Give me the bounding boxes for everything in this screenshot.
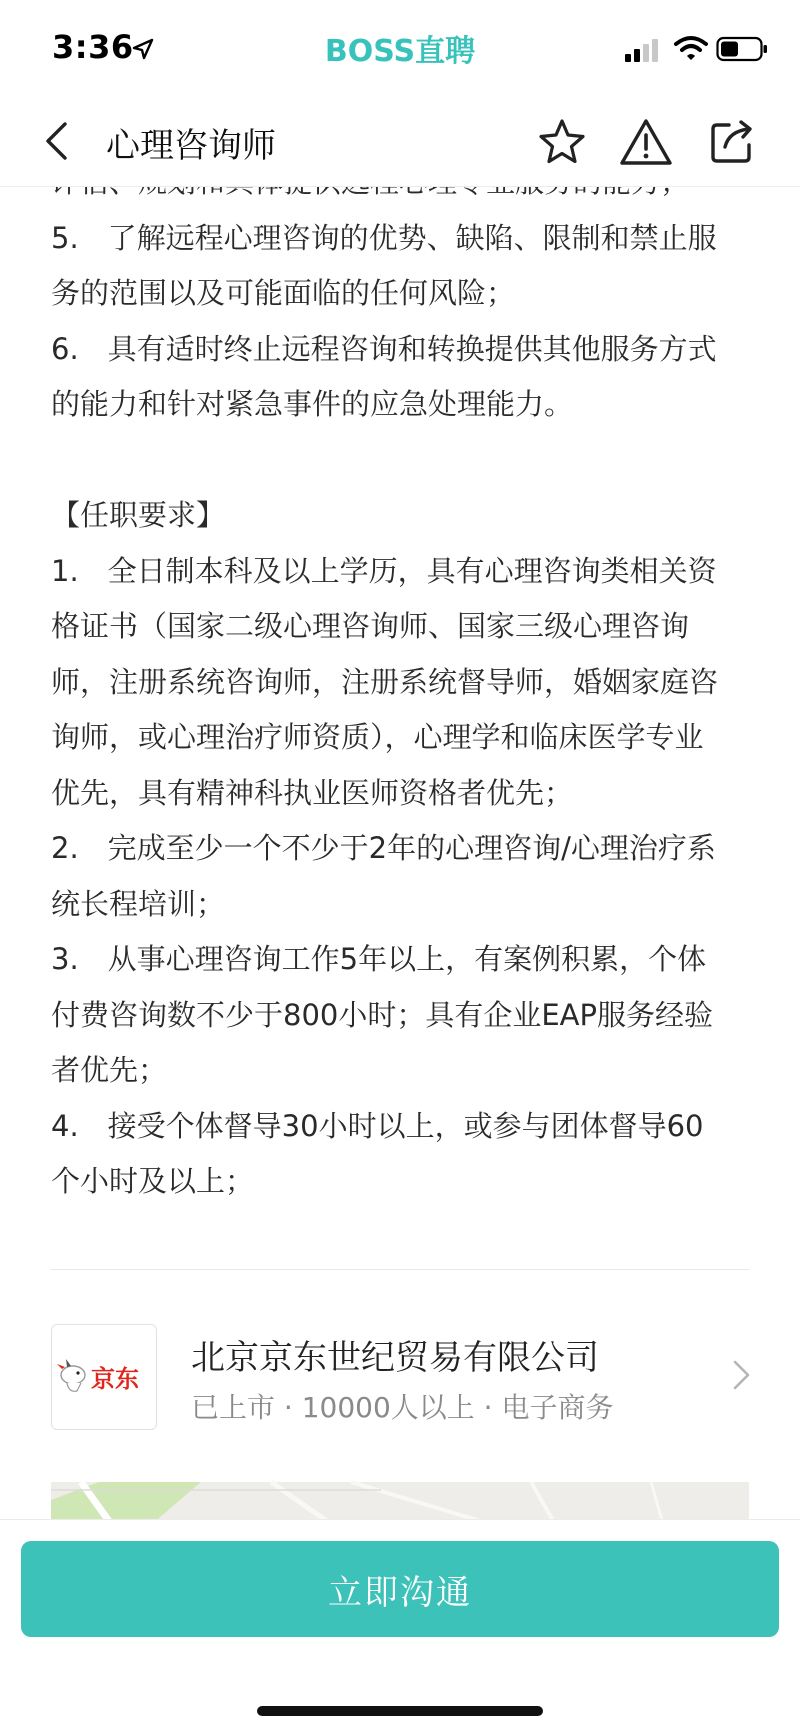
favorite-button[interactable] — [534, 114, 590, 170]
back-button[interactable] — [34, 116, 78, 166]
company-logo — [51, 1324, 157, 1430]
description-line: 统长程培训； — [51, 886, 226, 921]
job-detail-content[interactable] — [0, 187, 800, 1519]
description-line: 1. 全日制本科及以上学历，具有心理咨询类相关资 — [51, 553, 717, 588]
logo-text: 京东 — [91, 1365, 139, 1393]
status-time: 3:36 — [52, 28, 134, 66]
description-line: 优先，具有精神科执业医师资格者优先； — [51, 775, 574, 810]
description-line: 3. 从事心理咨询工作5年以上，有案例积累，个体 — [51, 942, 707, 976]
battery-icon — [716, 36, 768, 62]
bottom-action-bar — [0, 1519, 800, 1734]
section-divider — [51, 1269, 749, 1270]
description-line: 者优先； — [51, 1053, 168, 1087]
description-line: 付费咨询数不少于800小时；具有企业EAP服务经验 — [51, 997, 714, 1032]
page-title: 心理咨询师 — [106, 126, 276, 166]
company-card[interactable] — [51, 1324, 749, 1434]
wifi-icon — [673, 34, 709, 62]
chevron-right-icon — [731, 1358, 753, 1392]
chat-now-button[interactable]: 立即沟通 — [21, 1541, 779, 1637]
description-line: 务的范围以及可能面临的任何风险； — [51, 276, 516, 310]
nav-bar — [0, 100, 800, 187]
status-bar — [0, 0, 800, 100]
star-icon — [537, 117, 587, 167]
description-line: 6. 具有适时终止远程咨询和转换提供其他服务方式 — [51, 331, 717, 366]
description-line: 格证书（国家二级心理咨询师、国家三级心理咨询 — [51, 609, 690, 643]
app-name: BOSS直聘 — [324, 34, 476, 69]
jd-logo — [55, 1347, 153, 1407]
company-name: 北京京东世纪贸易有限公司 — [191, 1338, 599, 1378]
home-indicator — [257, 1706, 543, 1716]
description-line: 5. 了解远程心理咨询的优势、缺陷、限制和禁止服 — [51, 220, 717, 255]
description-line: 4. 接受个体督导30小时以上，或参与团体督导60 — [51, 1108, 704, 1143]
share-button[interactable] — [704, 114, 760, 170]
description-line: 的能力和针对紧急事件的应急处理能力。 — [51, 387, 574, 421]
company-meta: 已上市 · 10000人以上 · 电子商务 — [191, 1391, 614, 1424]
signal-icon — [623, 38, 663, 62]
warning-icon — [619, 117, 673, 167]
description-line: 师，注册系统咨询师，注册系统督导师，婚姻家庭咨 — [51, 664, 719, 699]
share-icon — [709, 119, 755, 165]
job-description — [51, 155, 751, 1210]
description-line: 个小时及以上； — [51, 1164, 255, 1198]
description-line: 【任职要求】 — [51, 498, 226, 532]
description-line — [51, 433, 751, 489]
report-button[interactable] — [618, 114, 674, 170]
description-line: 询师，或心理治疗师资质），心理学和临床医学专业 — [51, 720, 704, 754]
back-icon — [43, 121, 69, 161]
description-line: 2. 完成至少一个不少于2年的心理咨询/心理治疗系 — [51, 831, 716, 865]
